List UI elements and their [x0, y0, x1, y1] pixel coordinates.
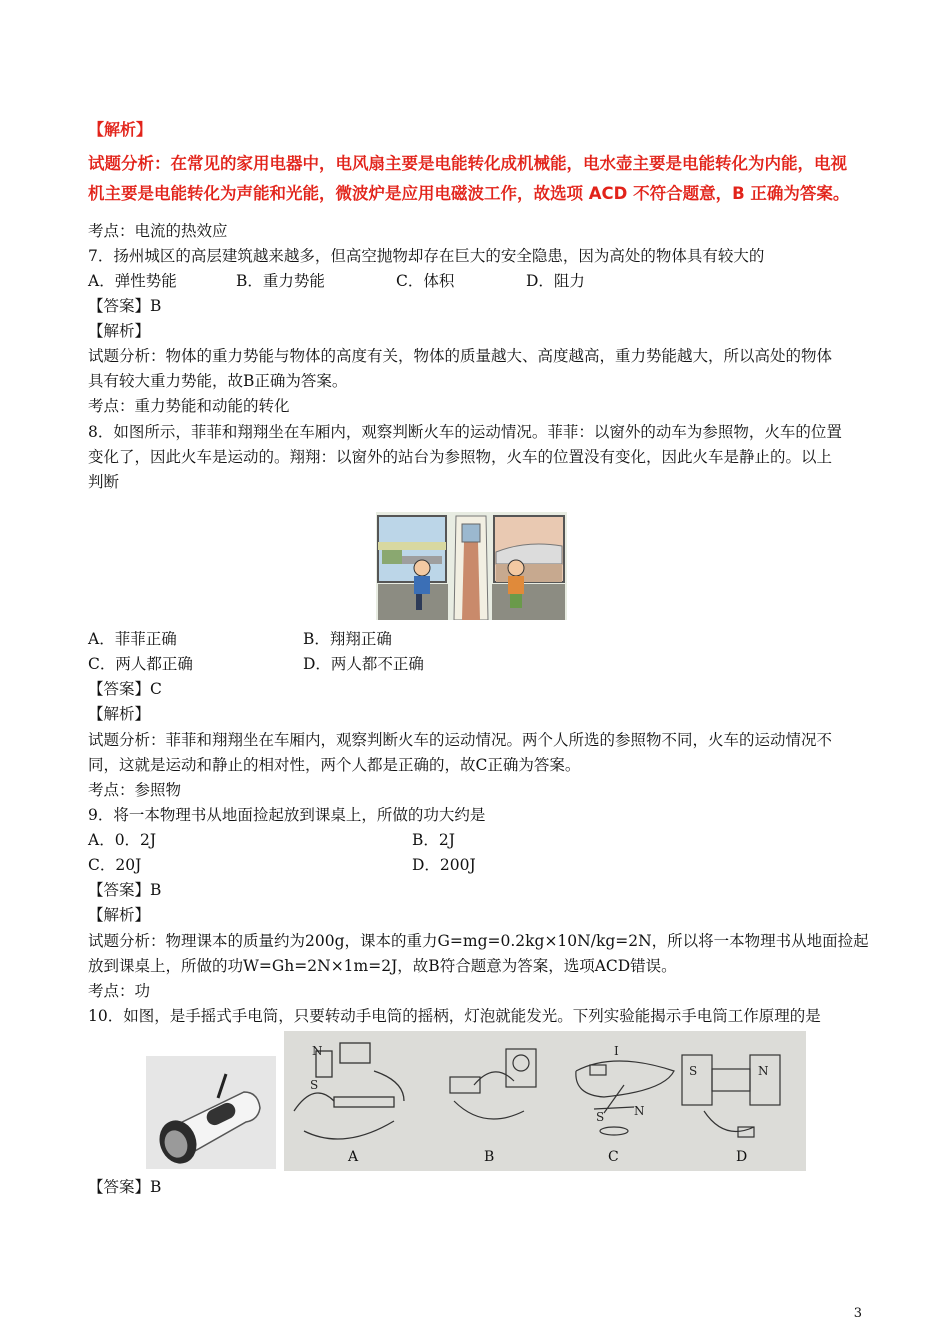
svg-text:I: I [614, 1044, 619, 1058]
q7-option-b: B．重力势能 [236, 272, 325, 290]
q7-kaodian: 考点：重力势能和动能的转化 [88, 397, 290, 415]
q7-option-c: C．体积 [396, 272, 455, 290]
q7-option-a: A．弹性势能 [88, 272, 177, 290]
q8-stem-line-1: 8．如图所示，菲菲和翔翔坐在车厢内，观察判断火车的运动情况。菲菲：以窗外的动车为参照物，火车的位置 [88, 423, 842, 441]
q9-analysis-line-1: 试题分析：物理课本的质量约为200g，课本的重力G=mg=0.2kg×10N/kg=2N，所以将一本物理书从地面捡起 [88, 932, 869, 950]
q7-analysis-label: 【解析】 [88, 322, 151, 340]
q7-stem: 7．扬州城区的高层建筑越来越多，但高空抛物却存在巨大的安全隐患，因为高处的物体具有较大的 [88, 247, 765, 265]
q8-option-a: A．菲菲正确 [88, 630, 177, 648]
q9-analysis-line-2: 放到课桌上，所做的功W=Gh=2N×1m=2J，故B符合题意为答案，选项ACD错误。 [88, 957, 677, 975]
q9-option-a: A．0．2J [88, 831, 157, 849]
q9-option-c: C．20J [88, 856, 142, 874]
figure-label-b: B [484, 1149, 495, 1165]
experiment-diagrams-photo [284, 1031, 806, 1171]
q9-option-d: D．200J [412, 856, 476, 874]
q10-stem: 10．如图，是手摇式手电筒，只要转动手电筒的摇柄，灯泡就能发光。下列实验能揭示手电筒工作原理的是 [88, 1007, 821, 1025]
svg-text:S: S [310, 1078, 319, 1092]
svg-text:N: N [758, 1064, 769, 1078]
q7-analysis-line-2: 具有较大重力势能，故B正确为答案。 [88, 372, 348, 390]
figure-label-d: D [736, 1149, 748, 1165]
svg-text:S: S [689, 1064, 698, 1078]
train-carriage-illustration [376, 512, 567, 620]
analysis-heading: 【解析】 [88, 120, 153, 139]
svg-text:N: N [634, 1104, 645, 1118]
q8-option-d: D．两人都不正确 [303, 655, 424, 673]
q8-analysis-line-1: 试题分析：菲菲和翔翔坐在车厢内，观察判断火车的运动情况。两个人所选的参照物不同，火车的运动情况不 [88, 731, 833, 749]
svg-text:S: S [596, 1110, 605, 1124]
q8-stem-line-2: 变化了，因此火车是运动的。翔翔：以窗外的站台为参照物，火车的位置没有变化，因此火车是静止的。以上 [88, 448, 833, 466]
q6-kaodian: 考点：电流的热效应 [88, 222, 228, 240]
q9-stem: 9．将一本物理书从地面捡起放到课桌上，所做的功大约是 [88, 806, 486, 824]
q9-option-b: B．2J [412, 831, 455, 849]
figure-label-c: C [608, 1149, 619, 1165]
q8-option-b: B．翔翔正确 [303, 630, 392, 648]
q9-kaodian: 考点：功 [88, 982, 151, 1000]
q7-answer: 【答案】B [88, 297, 162, 315]
q8-stem-line-3: 判断 [88, 473, 120, 491]
figure-label-a: A [348, 1149, 359, 1165]
q10-answer: 【答案】B [88, 1178, 162, 1196]
hand-crank-flashlight-photo [146, 1056, 276, 1169]
svg-text:N: N [312, 1044, 323, 1058]
page-number: 3 [853, 1306, 862, 1321]
q7-option-d: D．阻力 [526, 272, 585, 290]
q9-answer: 【答案】B [88, 881, 162, 899]
red-analysis-line-1: 试题分析：在常见的家用电器中，电风扇主要是电能转化成机械能，电水壶主要是电能转化为内能，电视 [88, 154, 847, 173]
q8-analysis-line-2: 同，这就是运动和静止的相对性，两个人都是正确的，故C正确为答案。 [88, 756, 581, 774]
red-analysis-line-2: 机主要是电能转化为声能和光能，微波炉是应用电磁波工作，故选项 ACD 不符合题意，B 正确为答案。 [88, 184, 850, 203]
q7-analysis-line-1: 试题分析：物体的重力势能与物体的高度有关，物体的质量越大、高度越高，重力势能越大，所以高处的物体 [88, 347, 833, 365]
q8-analysis-label: 【解析】 [88, 705, 151, 723]
q9-analysis-label: 【解析】 [88, 906, 151, 924]
q8-kaodian: 考点：参照物 [88, 781, 182, 799]
q8-answer: 【答案】C [88, 680, 162, 698]
q8-option-c: C．两人都正确 [88, 655, 193, 673]
